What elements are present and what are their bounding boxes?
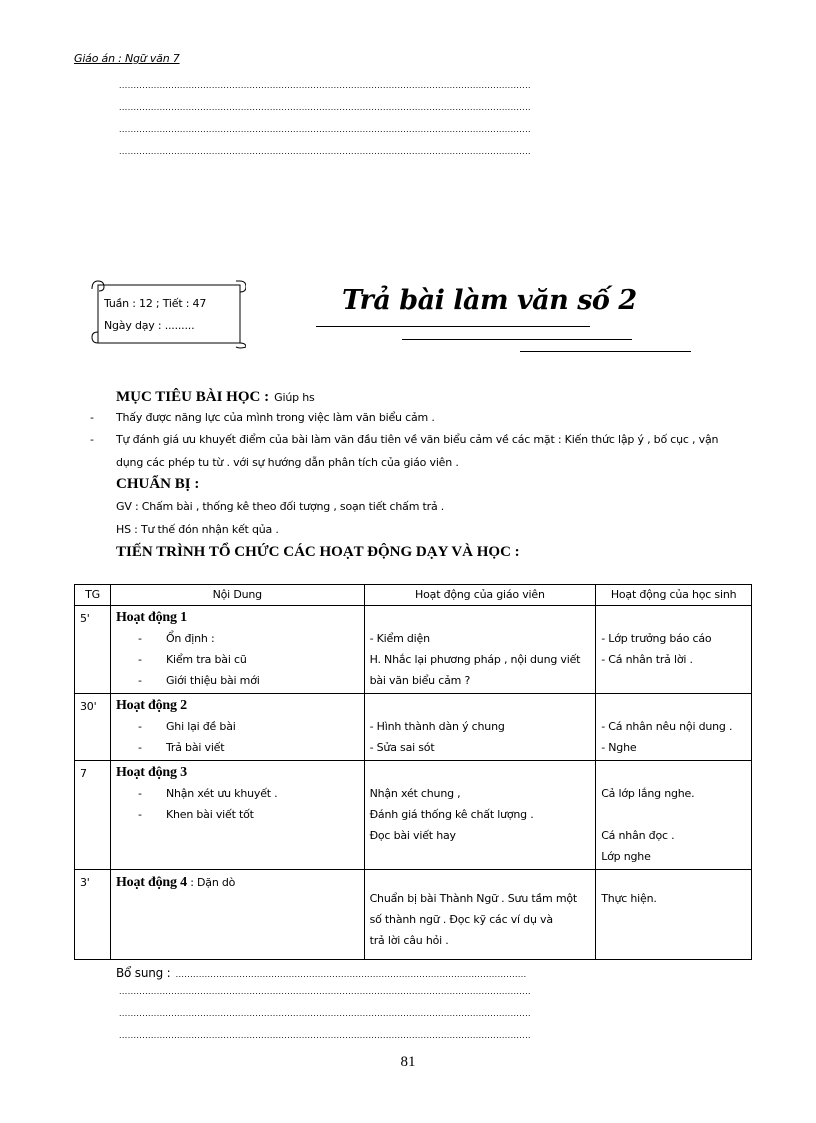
preparation-gv: GV : Chấm bài , thống kê theo đối tượng , soạn tiết chấm trả . xyxy=(116,500,445,513)
process-heading: TIẾN TRÌNH TỔ CHỨC CÁC HOẠT ĐỘNG DẠY VÀ HỌC : xyxy=(116,544,520,560)
dotted-line: .............................................................................................................................................. xyxy=(119,80,531,90)
time-cell: 30' xyxy=(75,694,111,761)
page-number: 81 xyxy=(400,1054,416,1070)
preparation-heading: CHUẨN BỊ : xyxy=(116,476,200,492)
title-underline xyxy=(520,351,691,352)
dotted-line: ......................................................................................................................... xyxy=(175,969,527,979)
time-cell: 3' xyxy=(75,870,111,960)
objective-item: Tự đánh giá ưu khuyết điểm của bài làm văn đầu tiên về văn biểu cảm về các mặt : Kiến thức lập ý , bố cục , vận xyxy=(116,433,719,446)
list-item: - Ổn định : xyxy=(137,632,215,645)
table-header-row xyxy=(75,585,752,606)
student-cell: Cả lớp lắng nghe. Cá nhân đọc . Lớp nghe xyxy=(596,761,752,870)
table-row xyxy=(75,870,752,960)
list-item: - Khen bài viết tốt xyxy=(137,808,254,821)
list-item: - Giới thiệu bài mới xyxy=(137,674,260,687)
column-header: TG xyxy=(75,585,111,606)
teacher-cell: Chuẩn bị bài Thành Ngữ . Sưu tầm một số thành ngữ . Đọc kỹ các ví dụ và trả lời câu hỏi . xyxy=(364,870,596,960)
content-cell xyxy=(110,606,364,694)
title-underline xyxy=(402,339,632,340)
lesson-info xyxy=(104,293,206,337)
time-cell: 7 xyxy=(75,761,111,870)
activity-title-suffix: : Dặn dò xyxy=(190,876,236,889)
table-row xyxy=(75,761,752,870)
teacher-cell: - Kiểm diện H. Nhắc lại phương pháp , nội dung viết bài văn biểu cảm ? xyxy=(364,606,596,694)
dotted-line: .............................................................................................................................................. xyxy=(119,102,531,112)
teacher-cell: Nhận xét chung , Đánh giá thống kê chất lượng . Đọc bài viết hay xyxy=(364,761,596,870)
objective-bullet: - xyxy=(90,433,94,446)
content-cell xyxy=(110,870,364,960)
activity-title: Hoạt động 2 xyxy=(115,698,187,713)
student-cell: - Cá nhân nêu nội dung . - Nghe xyxy=(596,694,752,761)
week-period: Tuần : 12 ; Tiết : 47 xyxy=(104,297,207,310)
dotted-line: .............................................................................................................................................. xyxy=(119,124,531,134)
objective-bullet: - xyxy=(90,411,94,424)
supplement-line xyxy=(116,962,712,981)
activity-title: Hoạt động 1 xyxy=(115,610,187,625)
teacher-cell: - Hình thành dàn ý chung - Sửa sai sót xyxy=(364,694,596,761)
page-title: Trả bài làm văn số 2 xyxy=(342,285,637,316)
student-cell: - Lớp trưởng báo cáo - Cá nhân trả lời . xyxy=(596,606,752,694)
list-item: - Trả bài viết xyxy=(137,741,225,754)
dotted-line: .............................................................................................................................................. xyxy=(119,986,531,996)
content-cell xyxy=(110,761,364,870)
dotted-line: .............................................................................................................................................. xyxy=(119,1030,531,1040)
column-header: Hoạt động của giáo viên xyxy=(364,585,596,606)
student-cell: Thực hiện. xyxy=(596,870,752,960)
column-header: Nội Dung xyxy=(110,585,364,606)
time-cell: 5' xyxy=(75,606,111,694)
content-cell xyxy=(110,694,364,761)
dotted-line: .............................................................................................................................................. xyxy=(119,1008,531,1018)
teaching-date: Ngày dạy : ......... xyxy=(104,319,195,332)
supplement-label: Bổ sung : xyxy=(116,966,171,980)
list-item: - Ghi lại đề bài xyxy=(137,720,236,733)
list-item: - Kiểm tra bài cũ xyxy=(137,653,247,666)
dotted-line: .............................................................................................................................................. xyxy=(119,146,531,156)
objective-item: Thấy được năng lực của mình trong việc làm văn biểu cảm . xyxy=(116,411,435,424)
list-item: - Nhận xét ưu khuyết . xyxy=(137,787,278,800)
table-row xyxy=(75,694,752,761)
activity-title: Hoạt động 4 xyxy=(115,875,187,890)
preparation-hs: HS : Tư thế đón nhận kết qủa . xyxy=(116,523,279,536)
title-underline xyxy=(316,326,590,327)
activity-table xyxy=(74,584,752,960)
objective-item-continued: dụng các phép tu từ . với sự hướng dẫn phân tích của giáo viên . xyxy=(116,456,459,469)
activity-title: Hoạt động 3 xyxy=(115,765,187,780)
column-header: Hoạt động của học sinh xyxy=(596,585,752,606)
table-row xyxy=(75,606,752,694)
objectives-heading: MỤC TIÊU BÀI HỌC : Giúp hs xyxy=(116,389,315,405)
header-subject: Giáo án : Ngữ văn 7 xyxy=(74,52,180,65)
